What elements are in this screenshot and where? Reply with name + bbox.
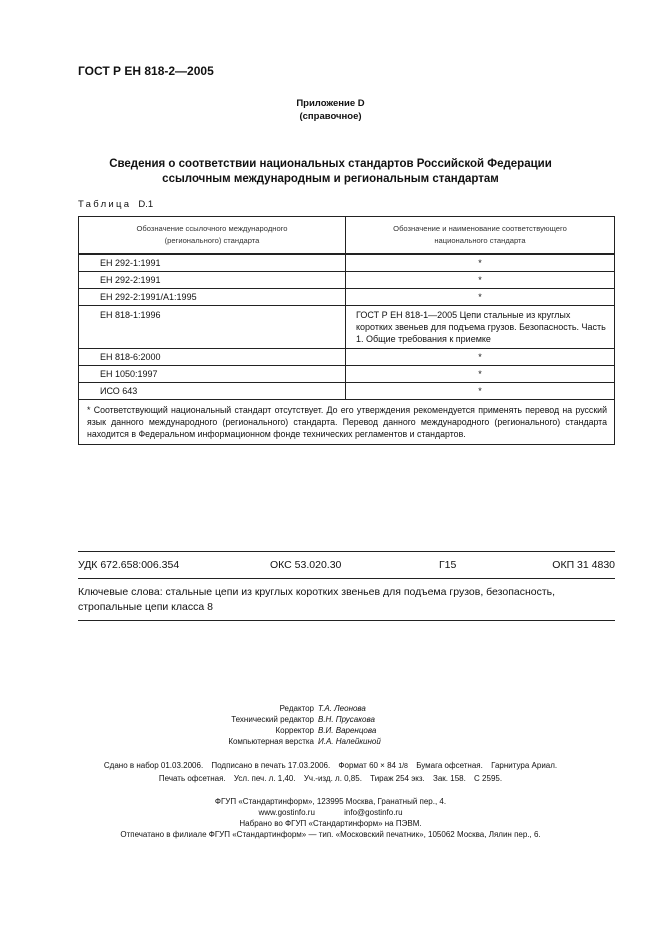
- section-title-line-2: ссылочным международным и региональным стандартам: [162, 173, 499, 185]
- credit-role: Редактор: [279, 704, 314, 713]
- table-footnote-row: [79, 400, 615, 445]
- group-code: Г15: [439, 559, 457, 571]
- print-info-line-2: [0, 774, 661, 783]
- header-right-line-1: Обозначение и наименование соответствующего: [393, 224, 567, 233]
- divider: [78, 620, 615, 621]
- table-number: D.1: [138, 199, 154, 210]
- table-row: [79, 254, 615, 272]
- keywords: Ключевые слова: стальные цепи из круглых коротких звеньев для подъема грузов, безопасность, стропальные цепи класса 8: [78, 586, 556, 613]
- printing-note: Отпечатано в филиале ФГУП «Стандартинформ» — тип. «Московский печатник», 105062 Москва, Лялин пер., 6.: [120, 830, 541, 839]
- reference-code: ЕН 292-2:1991: [79, 272, 346, 289]
- credit-role: Компьютерная верстка: [228, 737, 314, 746]
- print-info-item: Усл. печ. л. 1,40.: [233, 774, 296, 783]
- credit-row: [0, 736, 661, 747]
- format-fraction: 1/8: [398, 763, 408, 770]
- table-row: [79, 349, 615, 366]
- table-label-word: Таблица: [78, 199, 132, 210]
- table-row: [79, 366, 615, 383]
- print-info-item: Тираж 254 экз.: [370, 774, 425, 783]
- national-standard: *: [346, 349, 615, 366]
- header-right-line-2: национального стандарта: [434, 236, 526, 245]
- reference-code: ЕН 1050:1997: [79, 366, 346, 383]
- format-label: Формат 60 × 84: [338, 761, 396, 770]
- print-info-item: Печать офсетная.: [158, 774, 226, 783]
- typeset-note: Набрано во ФГУП «Стандартинформ» на ПЭВМ.: [239, 819, 422, 828]
- print-info-item: Подписано в печать 17.03.2006.: [211, 761, 331, 770]
- national-standard: ГОСТ Р ЕН 818-1—2005 Цепи стальные из круглых коротких звеньев для подъема грузов. Безопасность. Часть 1. Общие требования к приемке: [346, 306, 615, 349]
- print-info-item: Уч.-изд. л. 0,85.: [303, 774, 362, 783]
- table-row: [79, 272, 615, 289]
- publisher-contacts: [0, 808, 661, 817]
- publisher-website[interactable]: www.gostinfo.ru: [258, 808, 315, 817]
- print-info-item: [338, 761, 408, 770]
- reference-code: ИСО 643: [79, 383, 346, 400]
- publisher-email[interactable]: info@gostinfo.ru: [344, 808, 403, 817]
- table-row: [79, 289, 615, 306]
- reference-code: ЕН 818-6:2000: [79, 349, 346, 366]
- table-row: [79, 383, 615, 400]
- section-title-line-1: Сведения о соответствии национальных стандартов Российской Федерации: [109, 158, 552, 170]
- oks-code: ОКС 53.020.30: [270, 559, 342, 571]
- publisher-address: ФГУП «Стандартинформ», 123995 Москва, Гранатный пер., 4.: [214, 797, 447, 806]
- reference-code: ЕН 292-1:1991: [79, 254, 346, 272]
- national-standard: *: [346, 366, 615, 383]
- table-row: [79, 306, 615, 349]
- header-left-line-2: (регионального) стандарта: [164, 236, 260, 245]
- header-reference-standard: [79, 217, 346, 255]
- credit-person: В.Н. Прусакова: [318, 715, 375, 724]
- credit-person: И.А. Налейкиной: [318, 737, 381, 746]
- credits: [0, 703, 661, 747]
- divider: [78, 578, 615, 579]
- appendix-heading: [0, 97, 661, 123]
- header-left-line-1: Обозначение ссылочного международного: [136, 224, 288, 233]
- section-title: [0, 157, 661, 187]
- document-id: ГОСТ Р ЕН 818-2—2005: [78, 64, 214, 78]
- table-label: [78, 199, 153, 210]
- correspondence-table: [78, 216, 615, 445]
- table-footnote: * Соответствующий национальный стандарт отсутствует. До его утверждения рекомендуется применять перевод на русский язык данного международного (регионального) стандарта. Перевод данного международного (регионального) стандарта находится в Федеральном информационном фонде технических регламентов и стандартов.: [79, 400, 615, 445]
- print-info-item: Бумага офсетная.: [416, 761, 483, 770]
- udk-code: УДК 672.658:006.354: [78, 559, 180, 571]
- national-standard: *: [346, 272, 615, 289]
- divider: [78, 551, 615, 552]
- credit-person: Т.А. Леонова: [318, 704, 366, 713]
- national-standard: *: [346, 289, 615, 306]
- credit-row: [0, 703, 661, 714]
- print-info-item: Зак. 158.: [433, 774, 466, 783]
- national-standard: *: [346, 254, 615, 272]
- credit-person: В.И. Варенцова: [318, 726, 377, 735]
- print-info-item: Сдано в набор 01.03.2006.: [103, 761, 204, 770]
- appendix-subtitle: (справочное): [299, 111, 362, 122]
- okp-code: ОКП 31 4830: [552, 559, 615, 571]
- print-info-item: С 2595.: [474, 774, 503, 783]
- print-info-item: Гарнитура Ариал.: [491, 761, 558, 770]
- national-standard: *: [346, 383, 615, 400]
- appendix-title: Приложение D: [296, 98, 365, 109]
- credit-row: [0, 714, 661, 725]
- print-info-line-1: [0, 761, 661, 770]
- credit-role: Технический редактор: [231, 715, 314, 724]
- credit-row: [0, 725, 661, 736]
- reference-code: ЕН 818-1:1996: [79, 306, 346, 349]
- reference-code: ЕН 292-2:1991/А1:1995: [79, 289, 346, 306]
- header-national-standard: [346, 217, 615, 255]
- table-header-row: [79, 217, 615, 255]
- credit-role: Корректор: [275, 726, 314, 735]
